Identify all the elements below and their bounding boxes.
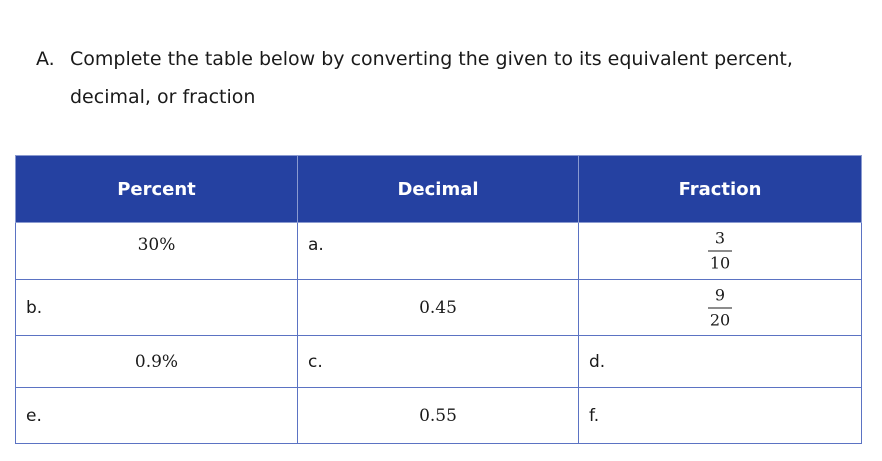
fraction-value — [579, 230, 861, 273]
instruction-text: Complete the table below by converting the given to its equivalent percent, decimal, or fraction — [70, 48, 793, 108]
conversion-table — [15, 155, 862, 444]
answer-label-d: d. — [589, 351, 606, 372]
fraction-denominator: 20 — [709, 310, 731, 329]
header-decimal: Decimal — [298, 156, 579, 223]
fraction-numerator: 9 — [714, 285, 726, 304]
answer-label-a: a. — [308, 235, 324, 255]
answer-label-e: e. — [26, 405, 42, 426]
table-row — [16, 388, 862, 444]
table-row — [16, 280, 862, 336]
fraction-numerator: 3 — [714, 228, 726, 248]
header-fraction: Fraction — [579, 156, 862, 223]
header-row — [16, 156, 862, 223]
percent-cell — [16, 223, 298, 280]
percent-cell — [16, 280, 298, 336]
fraction-cell — [579, 223, 862, 280]
fraction-denominator: 10 — [709, 253, 731, 273]
header-percent: Percent — [16, 156, 298, 223]
decimal-cell — [298, 336, 579, 388]
fraction-value — [579, 286, 861, 329]
answer-label-f: f. — [589, 405, 600, 426]
fraction-cell — [579, 388, 862, 444]
decimal-cell — [298, 223, 579, 280]
table-row — [16, 336, 862, 388]
fraction-cell — [579, 280, 862, 336]
answer-label-b: b. — [26, 297, 43, 318]
decimal-cell — [298, 280, 579, 336]
instruction-marker: A. — [36, 48, 55, 70]
decimal-value: 0.45 — [419, 297, 457, 318]
fraction-cell — [579, 336, 862, 388]
answer-label-c: c. — [308, 351, 323, 372]
percent-cell — [16, 336, 298, 388]
percent-cell — [16, 388, 298, 444]
table-row — [16, 223, 862, 280]
percent-value: 0.9% — [134, 351, 179, 372]
decimal-value: 0.55 — [419, 405, 457, 426]
decimal-cell — [298, 388, 579, 444]
percent-value: 30% — [137, 235, 176, 255]
instruction — [36, 40, 866, 116]
